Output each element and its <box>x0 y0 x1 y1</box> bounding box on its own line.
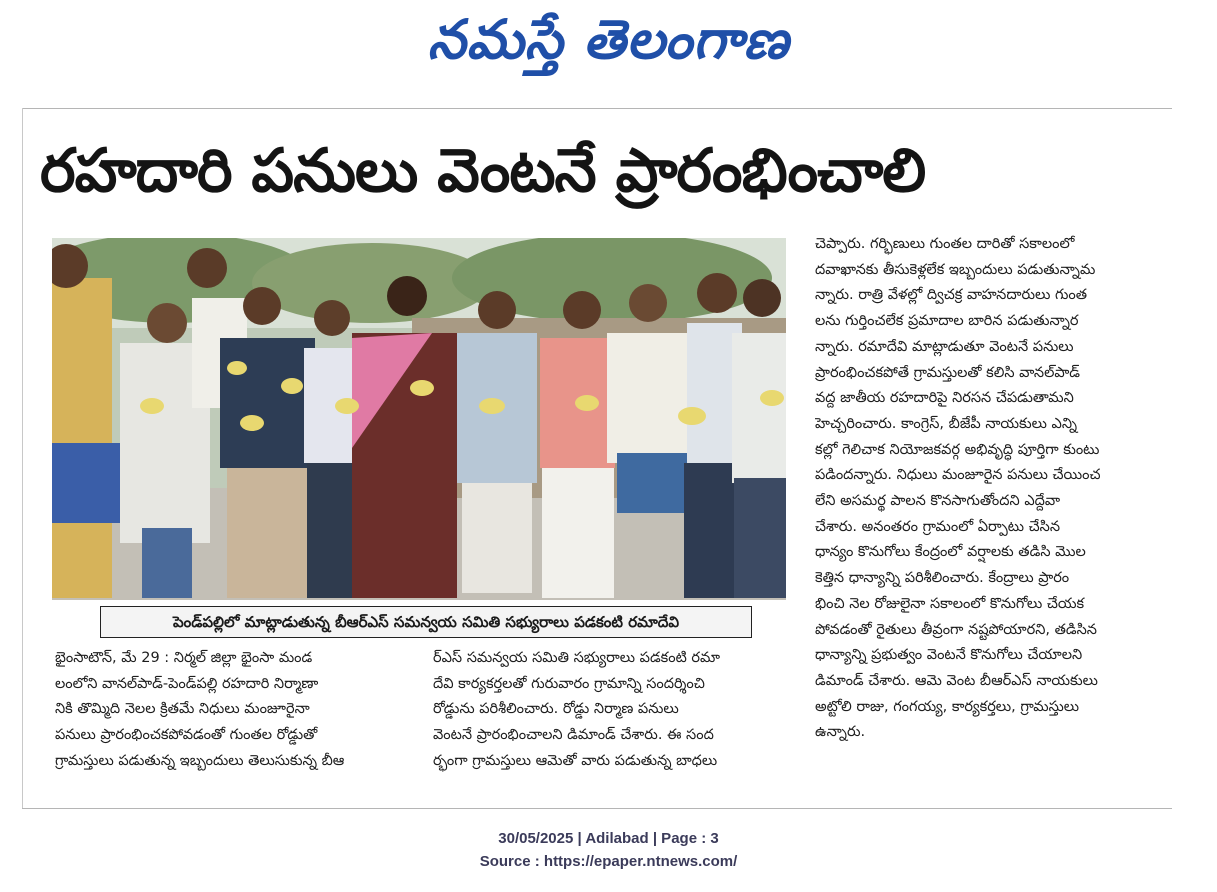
body-line: చెప్పారు. గర్భిణులు గుంతల దారితో సకాలంలో <box>815 236 1075 252</box>
body-line: భైంసాటౌన్, మే 29 : నిర్మల్ జిల్లా భైంసా మండ <box>55 650 313 666</box>
body-line: పడిందన్నారు. నిధులు మంజూరైన పనులు చేయించ <box>815 467 1101 484</box>
edition-info: 30/05/2025 | Adilabad | Page : 3 <box>498 830 719 847</box>
left-divider <box>22 108 23 808</box>
top-divider <box>22 108 1172 109</box>
body-line: ర్భంగా గ్రామస్తులు ఆమెతో వారు పడుతున్న బాధలు <box>433 752 718 769</box>
newspaper-masthead <box>300 4 917 76</box>
body-line: కల్లో గెలిచాక నియోజకవర్గ అభివృద్ధి పూర్తిగా కుంటు <box>815 441 1100 458</box>
body-line: వద్ద జాతీయ రహదారిపై నిరసన చేపడుతామని <box>815 390 1074 407</box>
body-line: హెచ్చరించారు. కాంగ్రెస్, బీజేపీ నాయకులు ఎన్ని <box>815 415 1077 432</box>
body-line: కెత్తిన ధాన్యాన్ని పరిశీలించారు. కేంద్రాలు ప్రారం <box>815 570 1070 587</box>
body-line: న్నారు. రాత్రి వేళల్లో ద్విచక్ర వాహనదారులు గుంత <box>815 287 1088 304</box>
body-line: భించి నెల రోజులైనా సకాలంలో కొనుగోలు చేయక <box>815 595 1085 612</box>
article-column-1 <box>55 646 415 775</box>
body-line: అట్టోలి రాజు, గంగయ్య, కార్యకర్తలు, గ్రామస్తులు <box>815 698 1080 715</box>
body-line: ర్‌ఎస్ సమన్వయ సమితి సభ్యురాలు పడకంటి రమా <box>433 650 721 666</box>
body-line: పోవడంతో రైతులు తీవ్రంగా నష్టపోయారని, తడిసిన <box>815 621 1097 638</box>
body-line: ధాన్యాన్ని ప్రభుత్వం వెంటనే కొనుగోలు చేయాలని <box>815 647 1083 664</box>
body-line: గ్రామస్తులు పడుతున్న ఇబ్బందులు తెలుసుకున్న బీఆ <box>55 752 345 769</box>
body-line: లను గుర్తించలేక ప్రమాదాల బారిన పడుతున్నార <box>815 313 1079 330</box>
body-line: లేని అసమర్థ పాలన కొనసాగుతోందని ఎద్దేవా <box>815 493 1061 510</box>
article-column-2 <box>433 646 789 775</box>
body-line: లంలోని వానల్‌పాడ్-పెండ్‌పల్లి రహదారి నిర్మాణా <box>55 675 319 692</box>
body-line: పనులు ప్రారంభించకపోవడంతో గుంతల రోడ్డుతో <box>55 727 318 744</box>
body-line: ప్రారంభించకపోతే గ్రామస్తులతో కలిసి వానల్‌పాడ్ <box>815 364 1081 381</box>
body-line: నికి తొమ్మిది నెలల క్రితమే నిధులు మంజూరైనా <box>55 701 310 718</box>
body-line: చేశారు. అనంతరం గ్రామంలో ఏర్పాటు చేసిన <box>815 518 1061 535</box>
body-line: ధాన్యం కొనుగోలు కేంద్రంలో వర్షాలకు తడిసి మొల <box>815 544 1086 561</box>
source-link[interactable]: Source : https://epaper.ntnews.com/ <box>479 853 738 870</box>
masthead-title: నమస్తే తెలంగాణ <box>427 8 790 71</box>
news-photo <box>52 238 786 600</box>
body-line: న్నారు. రమాదేవి మాట్లాడుతూ వెంటనే పనులు <box>815 338 1074 355</box>
body-line: రోడ్డును పరిశీలించారు. రోడ్డు నిర్మాణ పనులు <box>433 701 679 718</box>
article-headline: రహదారి పనులు వెంటనే ప్రారంభించాలి <box>40 136 926 206</box>
article-column-3 <box>815 232 1177 746</box>
body-line: డిమాండ్ చేశారు. ఆమె వెంట బీఆర్‌ఎస్ నాయకులు <box>815 672 1098 689</box>
bottom-divider <box>22 808 1172 809</box>
photo-caption: పెండ్‌పల్లిలో మాట్లాడుతున్న బీఆర్‌ఎస్ సమన్వయ సమితి సభ్యురాలు పడకంటి రమాదేవి <box>100 606 752 638</box>
body-line: దవాఖానకు తీసుకెళ్లలేక ఇబ్బందులు పడుతున్నామ <box>815 261 1096 278</box>
body-line: ఉన్నారు. <box>815 724 866 741</box>
body-line: వెంటనే ప్రారంభించాలని డిమాండ్ చేశారు. ఈ సంద <box>433 727 714 744</box>
body-line: దేవి కార్యకర్తలతో గురువారం గ్రామాన్ని సందర్శించి <box>433 675 705 692</box>
